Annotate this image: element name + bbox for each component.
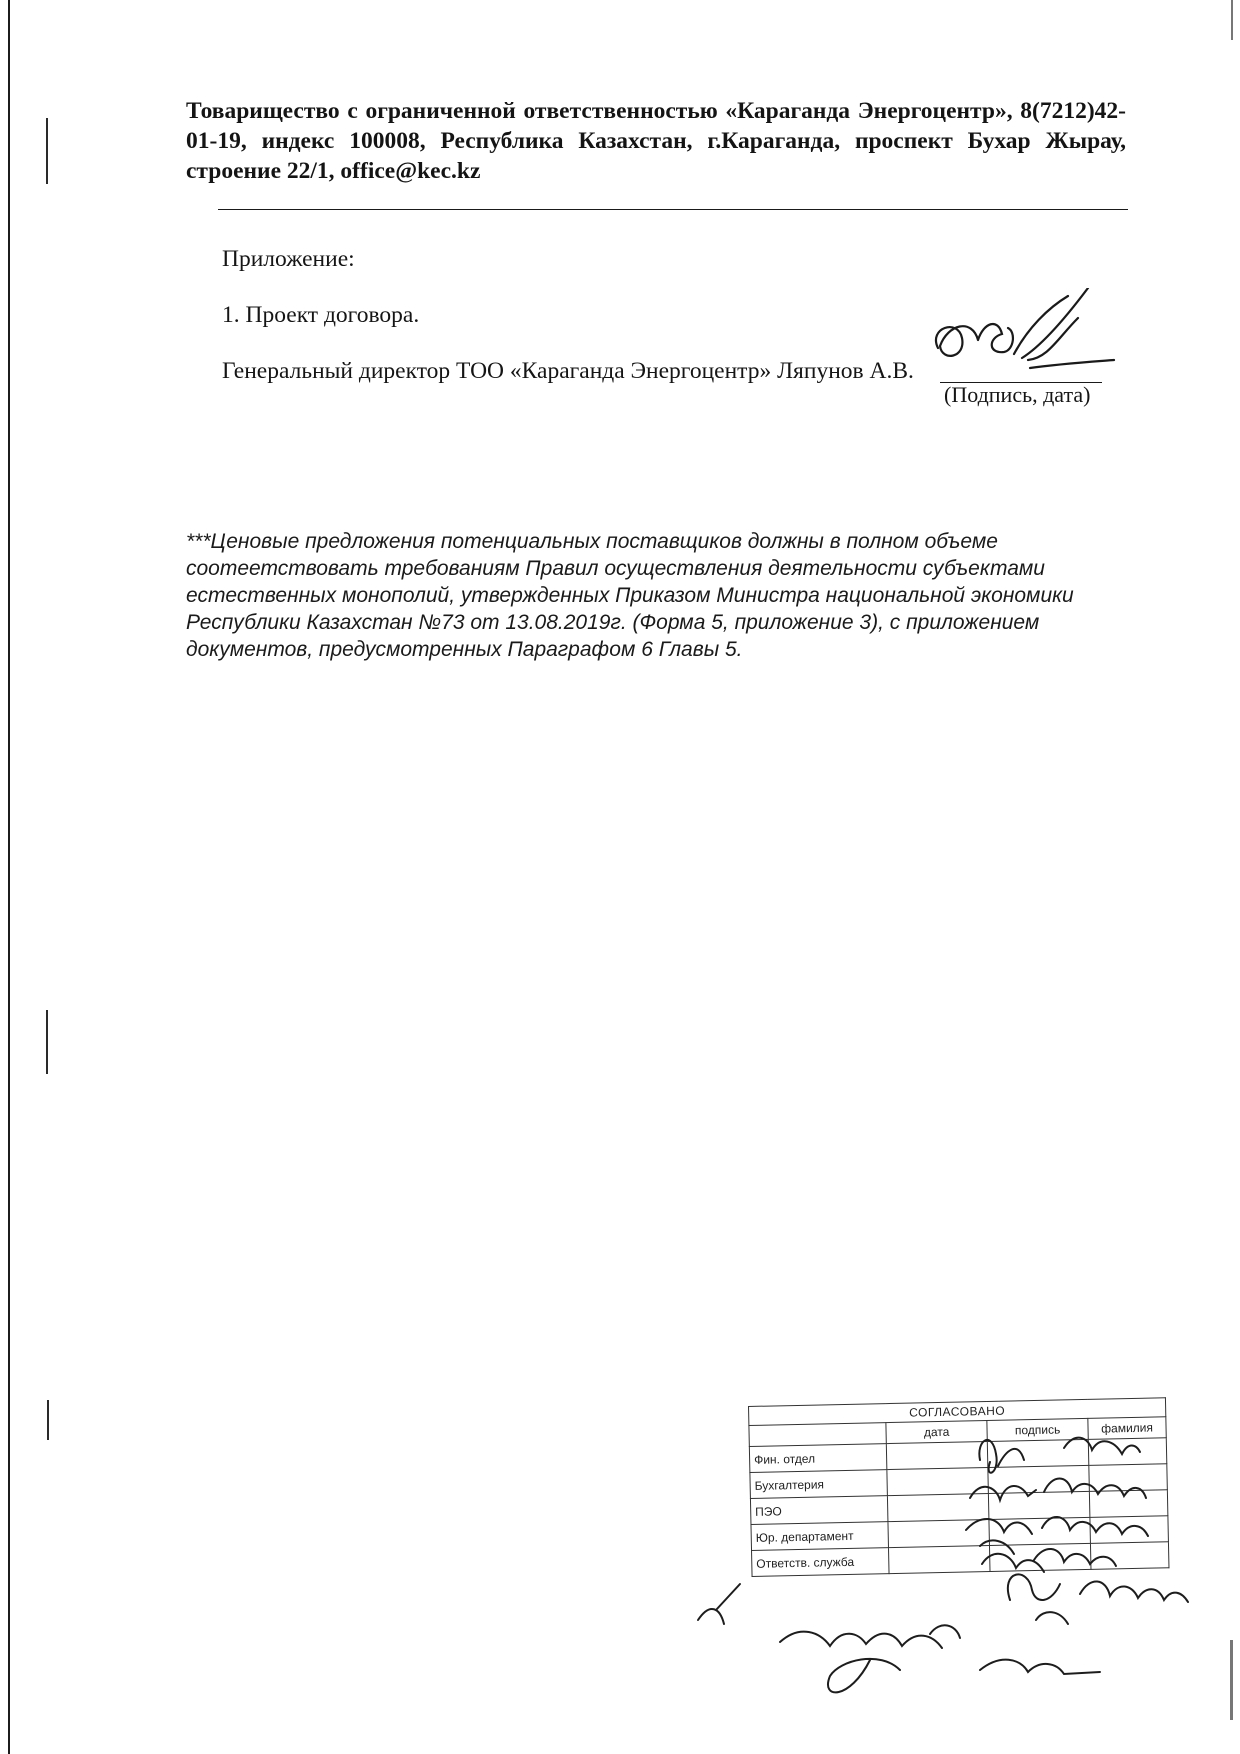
approval-dept: ПЭО <box>750 1496 888 1525</box>
approval-dept: Юр. департамент <box>751 1522 889 1551</box>
attachment-label: Приложение: <box>222 246 355 272</box>
scan-edge-mark <box>8 0 10 1754</box>
scan-edge-mark <box>46 118 48 184</box>
approval-title: СОГЛАСОВАНО <box>749 1398 1166 1426</box>
scan-edge-mark <box>47 1400 49 1440</box>
pricing-requirements-note: ***Ценовые предложения потенциальных поставщиков должны в полном объеме соотеетствовать требованиям Правил осуществления деятельности субъектами естественных монополий, утвержденных Приказом Министра национальной экономики Республики Казахстан №73 от 13.08.2019г. (Форма 5, приложение 3), с приложением документов, предусмотренных Параграфом 6 Главы 5. <box>186 530 1074 661</box>
scan-edge-mark <box>1231 0 1233 40</box>
approval-table <box>748 1397 1169 1577</box>
approval-column-header: дата <box>886 1421 987 1444</box>
approval-stamp <box>748 1392 1168 1614</box>
approval-column-header <box>749 1423 886 1447</box>
attachment-item: 1. Проект договора. <box>222 302 420 328</box>
letterhead-divider <box>218 209 1128 210</box>
letterhead: Товарищество с ограниченной ответственностью «Караганда Энергоцентр», 8(7212)42-01-19, индекс 100008, Республика Казахстан, г.Караганда, проспект Бухар Жырау, строение 22/1, office@kec.kz <box>186 98 1126 184</box>
approval-dept: Ответств. служба <box>752 1548 890 1577</box>
approval-column-header: подпись <box>987 1418 1088 1441</box>
scan-edge-mark <box>1230 1640 1233 1720</box>
approval-dept: Бухгалтерия <box>750 1470 888 1499</box>
scan-edge-mark <box>46 1010 48 1074</box>
approval-dept: Фин. отдел <box>749 1444 887 1473</box>
director-signature <box>918 288 1128 398</box>
approval-column-header: фамилия <box>1088 1417 1166 1440</box>
signature-caption: (Подпись, дата) <box>944 382 1091 407</box>
signatory-line: Генеральный директор ТОО «Караганда Энергоцентр» Ляпунов А.В. <box>222 358 914 384</box>
